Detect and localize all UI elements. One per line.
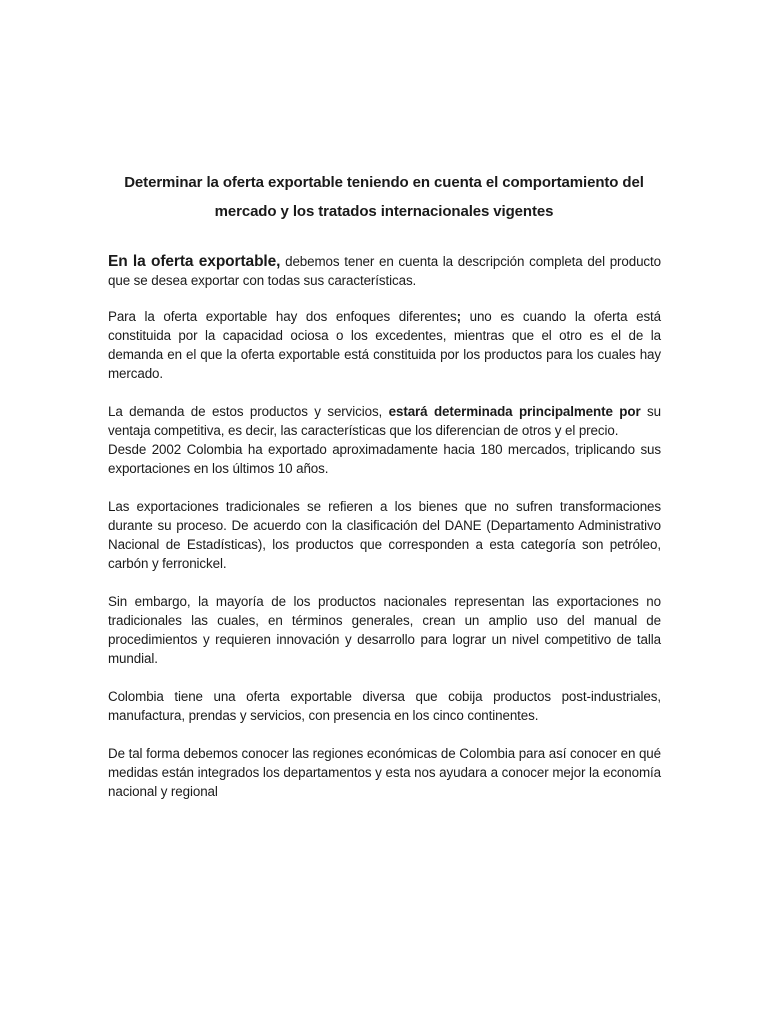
paragraph-semicolon: ; bbox=[456, 309, 461, 324]
paragraph-enfoques bbox=[108, 307, 661, 383]
paragraph-oferta-exportable bbox=[108, 252, 661, 290]
paragraph-demanda bbox=[108, 402, 661, 440]
paragraph-regiones: De tal forma debemos conocer las regiones económicas de Colombia para así conocer en qué medidas están integrados los departamentos y esta nos ayudara a conocer mejor la economía nacional y regional bbox=[108, 746, 661, 799]
paragraph-emphasis: estará determinada principalmente por bbox=[388, 404, 641, 419]
paragraph-tradicionales: Las exportaciones tradicionales se refieren a los bienes que no sufren transformaciones durante su proceso. De acuerdo con la clasificación del DANE (Departamento Administrativo Nacional de Estadísticas), los productos que corresponden a esta categoría son petróleo, carbón y ferronickel. bbox=[108, 499, 661, 571]
paragraph-text: La demanda de estos productos y servicios, bbox=[108, 404, 389, 419]
paragraph-no-tradicionales: Sin embargo, la mayoría de los productos nacionales representan las exportaciones no tradicionales las cuales, en términos generales, crean un amplio uso del manual de procedimientos y requieren innovación y desarrollo para lograr un nivel competitivo de talla mundial. bbox=[108, 594, 661, 666]
paragraph-lead: En la oferta exportable, bbox=[108, 253, 281, 270]
document-body bbox=[108, 252, 661, 820]
document-title: Determinar la oferta exportable teniendo en cuenta el comportamiento del mercado y los tratados internacionales vigentes bbox=[124, 174, 644, 220]
paragraph-text: su ventaja competitiva, es decir, las características que los diferencian de otros y el precio. bbox=[108, 404, 661, 438]
paragraph-oferta-diversa: Colombia tiene una oferta exportable diversa que cobija productos post-industriales, manufactura, prendas y servicios, con presencia en los cinco continentes. bbox=[108, 689, 661, 723]
paragraph-text: debemos tener en cuenta la descripción completa del producto que se desea exportar con todas sus características. bbox=[108, 254, 661, 288]
paragraph-text: uno es cuando la oferta está constituida por la capacidad ociosa o los excedentes, mientras que el otro es el de la demanda en el que la oferta exportable está constituida por los productos para los cuales hay mercado. bbox=[108, 309, 662, 381]
paragraph-text: Para la oferta exportable hay dos enfoques diferentes bbox=[108, 309, 457, 324]
paragraph-desde-2002: Desde 2002 Colombia ha exportado aproximadamente hacia 180 mercados, triplicando sus exportaciones en los últimos 10 años. bbox=[108, 442, 661, 476]
